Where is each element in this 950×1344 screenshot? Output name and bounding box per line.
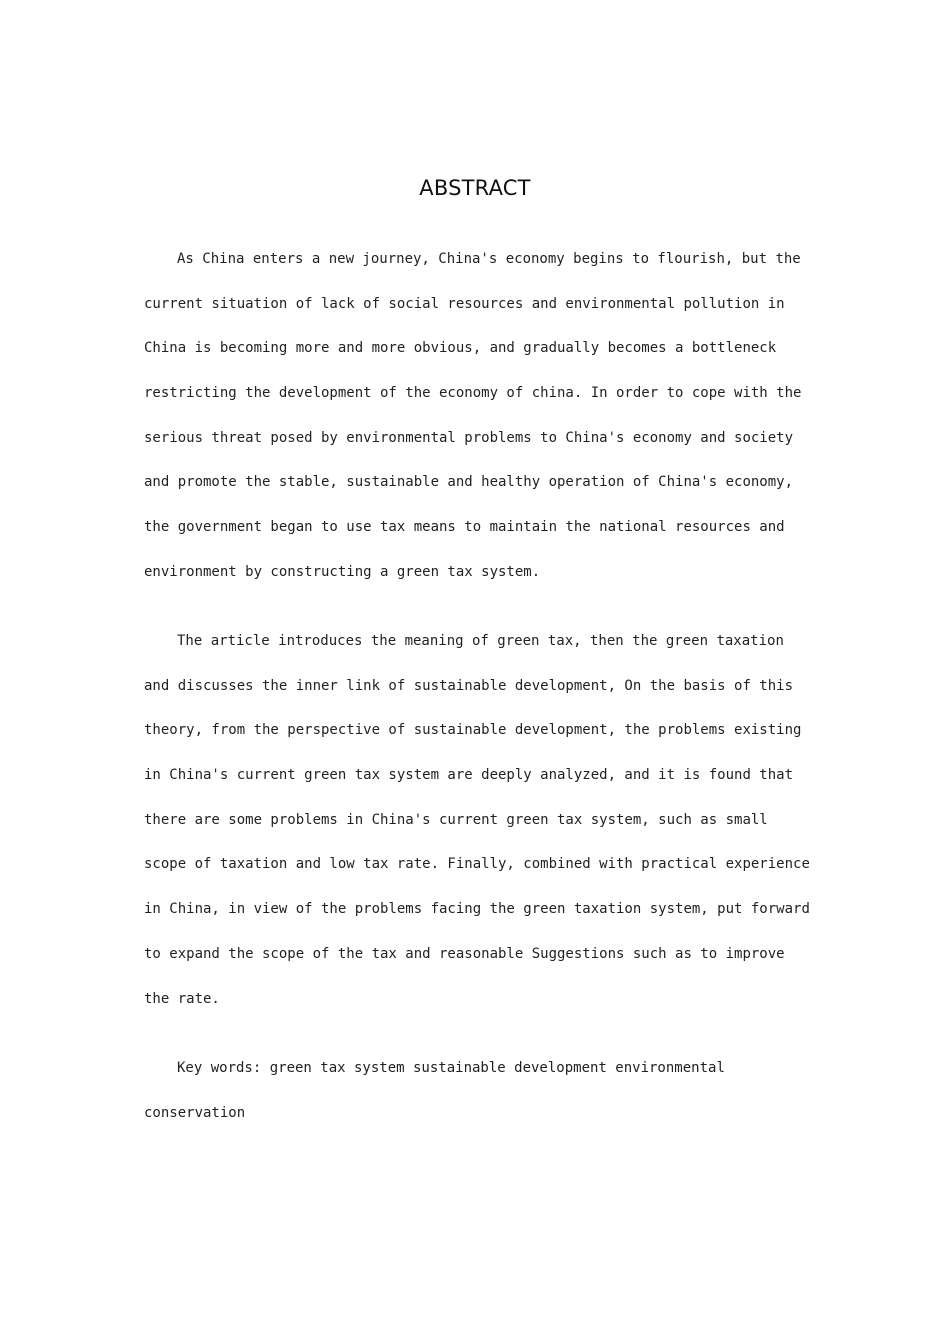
text-line: and discusses the inner link of sustainable development, On the basis of this [144,677,794,694]
text-line: there are some problems in China's current green tax system, such as small [144,811,768,828]
keywords-section [144,1058,814,1147]
text-line: and promote the stable, sustainable and healthy operation of China's economy, [144,474,794,491]
text-line: current situation of lack of social resources and environmental pollution in [144,295,785,312]
text-line: China is becoming more and more obvious, and gradually becomes a bottleneck [144,340,777,357]
text-line: serious threat posed by environmental problems to China's economy and society [144,429,794,446]
text-line: the rate. [144,990,220,1007]
text-line: scope of taxation and low tax rate. Finally, combined with practical experience [144,856,810,873]
text-line: to expand the scope of the tax and reasonable Suggestions such as to improve [144,945,785,962]
text-line: As China enters a new journey, China's economy begins to flourish, but the [177,251,801,267]
keywords-line: Key words: green tax system sustainable development environmental [177,1060,725,1076]
abstract-paragraph-1 [144,249,814,607]
text-line: theory, from the perspective of sustainable development, the problems existing [144,722,802,739]
keywords-line: conservation [144,1104,246,1121]
text-line: in China, in view of the problems facing the green taxation system, put forward [144,901,810,918]
text-line: in China's current green tax system are deeply analyzed, and it is found that [144,767,794,784]
text-line: The article introduces the meaning of green tax, then the green taxation [177,633,784,649]
abstract-paragraph-2 [144,631,814,1033]
text-line: the government began to use tax means to maintain the national resources and [144,519,785,536]
text-line: restricting the development of the economy of china. In order to cope with the [144,385,802,402]
text-line: environment by constructing a green tax system. [144,563,541,580]
abstract-title: ABSTRACT [419,176,531,200]
